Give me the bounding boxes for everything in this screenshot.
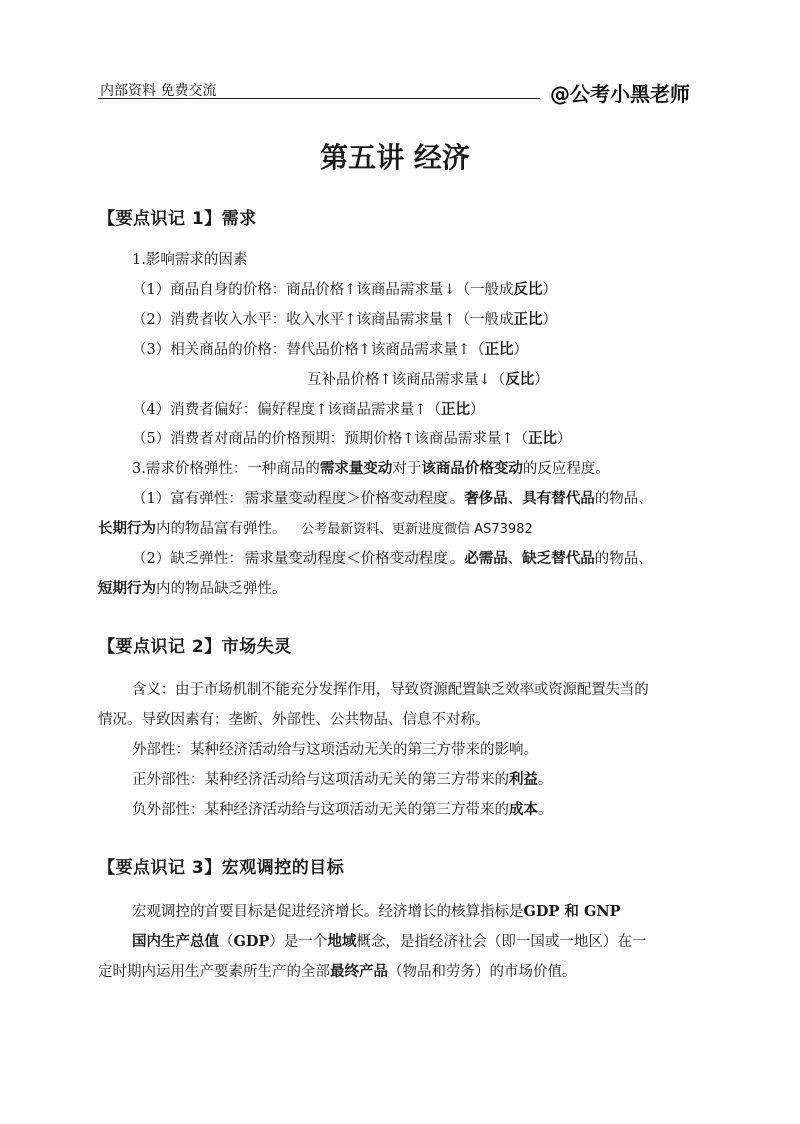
paragraph-line: 短期行为内的物品缺乏弹性。 (98, 580, 287, 597)
paragraph-line: 国内生产总值（GDP）是一个地域概念，是指经济社会（即一国或一地区）在一 (132, 933, 647, 950)
paragraph-line: （2）消费者收入水平：收入水平↑该商品需求量↑（一般成正比） (132, 311, 558, 328)
header-left-text: 内部资料 免费交流 (100, 83, 217, 99)
header-rule (98, 98, 540, 99)
section-heading-1: 【要点识记 1】需求 (98, 209, 257, 229)
paragraph-line: （1）富有弹性： 需求量变动程度＞价格变动程度 。奢侈品、具有替代品的物品、 (132, 490, 653, 507)
page-title: 第五讲 经济 (320, 141, 470, 174)
highlight-text: 需求量变动程度＞价格变动程度 (244, 491, 448, 507)
paragraph-line: （4）消费者偏好：偏好程度↑该商品需求量↑（正比） (132, 401, 485, 418)
paragraph-line: 1.影响需求的因素 (132, 252, 248, 268)
paragraph-line: （5）消费者对商品的价格预期：预期价格↑该商品需求量↑（正比） (132, 430, 572, 447)
paragraph-line: 情况。导致因素有：垄断、外部性、公共物品、信息不对称。 (98, 712, 490, 728)
paragraph-line: 外部性：某种经济活动给与这项活动无关的第三方带来的影响。 (132, 742, 538, 758)
section-heading-3: 【要点识记 3】宏观调控的目标 (98, 858, 345, 878)
paragraph-line: 定时期内运用生产要素所生产的全部最终产品（物品和劳务）的市场价值。 (98, 963, 577, 980)
paragraph-line: （1）商品自身的价格：商品价格↑该商品需求量↓（一般成反比） (132, 281, 558, 298)
paragraph-line: 宏观调控的首要目标是促进经济增长。经济增长的核算指标是GDP 和 GNP (132, 903, 621, 920)
highlight-text: 需求量变动程度＜价格变动程度 (244, 551, 448, 567)
paragraph-line: 负外部性：某种经济活动给与这项活动无关的第三方带来的成本。 (132, 801, 553, 818)
paragraph-line: （3）相关商品的价格：替代品价格↑该商品需求量↑（正比） (132, 341, 529, 358)
paragraph-line: 正外部性：某种经济活动给与这项活动无关的第三方带来的利益。 (132, 771, 553, 788)
paragraph-line: （2）缺乏弹性： 需求量变动程度＜价格变动程度 。必需品、缺乏替代品的物品、 (132, 550, 653, 567)
paragraph-line: 互补品价格↑该商品需求量↓（反比） (307, 371, 549, 388)
section-heading-2: 【要点识记 2】市场失灵 (98, 637, 292, 657)
paragraph-line: 长期行为内的物品富有弹性。 公考最新资料、更新进度微信 AS73982 (98, 520, 533, 537)
paragraph-line: 3.需求价格弹性：一种商品的需求量变动对于该商品价格变动的反应程度。 (132, 460, 610, 477)
header-author: @公考小黑老师 (550, 82, 690, 106)
paragraph-line: 含义：由于市场机制不能充分发挥作用，导致资源配置缺乏效率或资源配置失当的 (132, 682, 649, 698)
wechat-note: 公考最新资料、更新进度微信 AS73982 (301, 522, 533, 537)
